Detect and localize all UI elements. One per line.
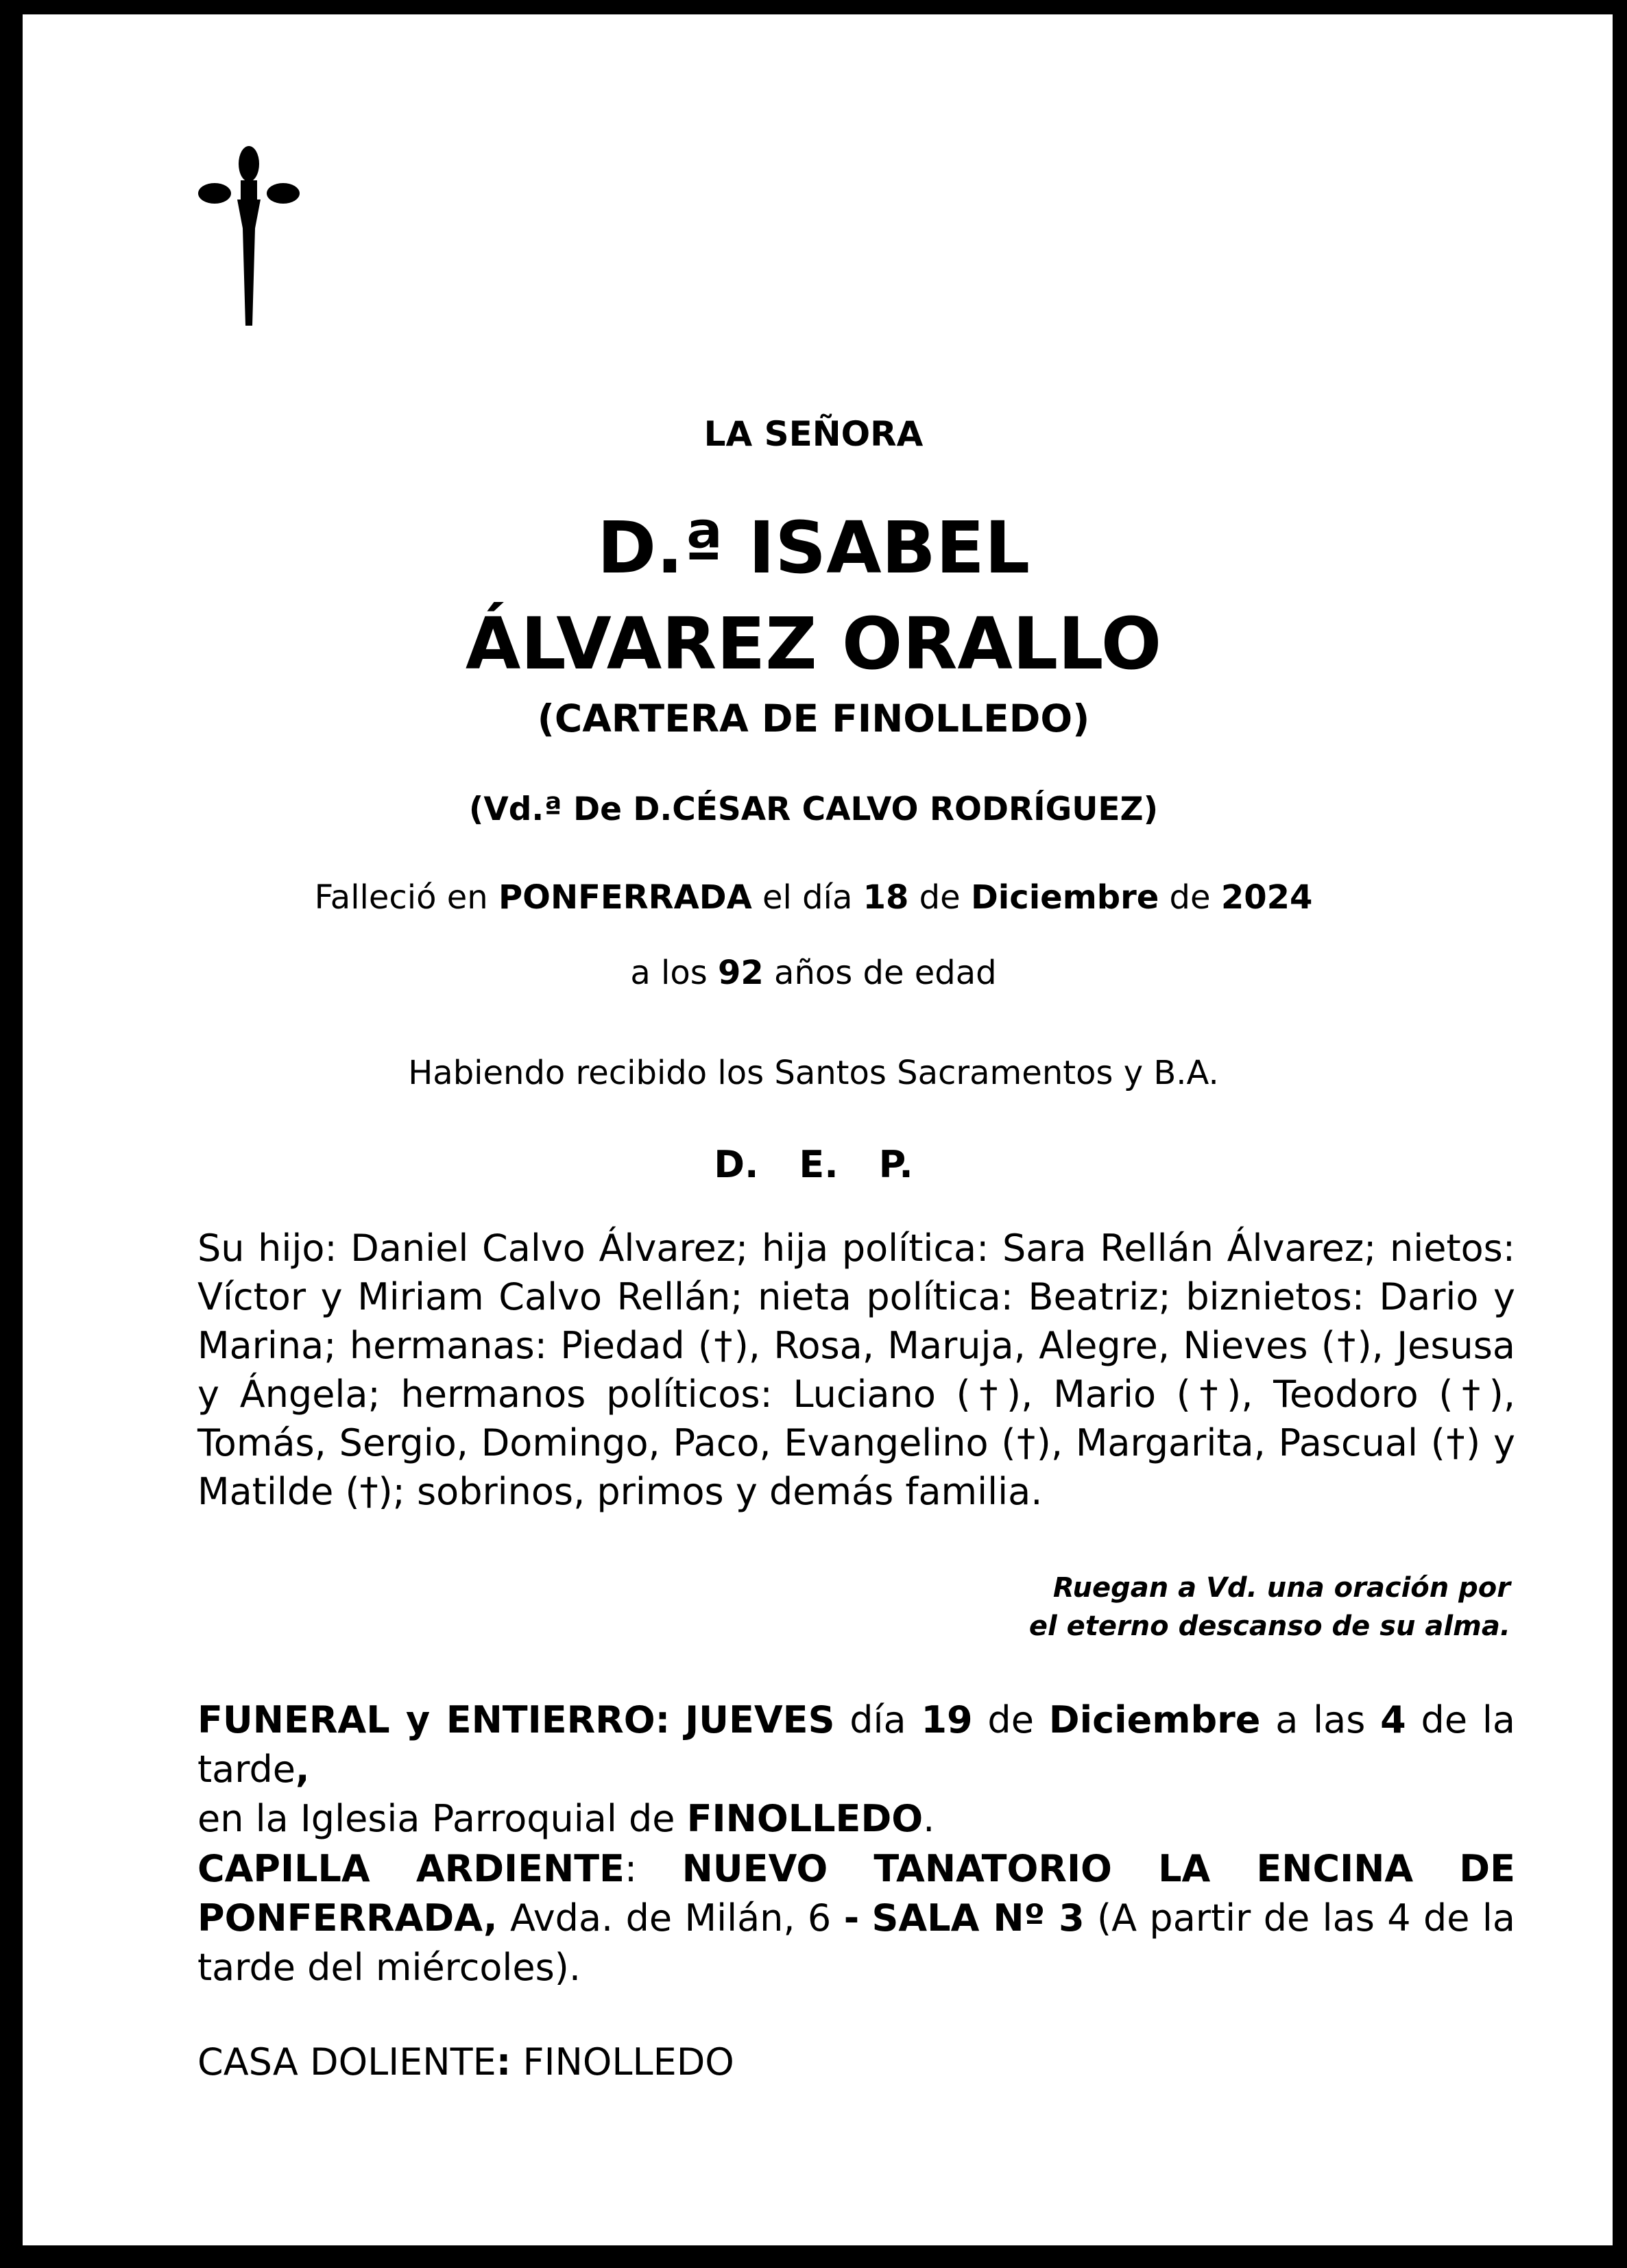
sacraments-line: Habiendo recibido los Santos Sacramentos y B.A. bbox=[408, 1054, 1219, 1092]
age-line: a los 92 años de edad bbox=[630, 954, 997, 992]
death-line: Falleció en PONFERRADA el día 18 de Diciembre de 2024 bbox=[314, 878, 1313, 917]
death-year: 2024 bbox=[1220, 878, 1313, 917]
funeral-paragraph: FUNERAL y ENTIERRO: JUEVES día 19 de Diciembre a las 4 de la tarde, en la Iglesia Parroquial de FINOLLEDO. bbox=[197, 1698, 1515, 1840]
funeral-label: FUNERAL y ENTIERRO: bbox=[197, 1698, 671, 1741]
deceased-nickname: (CARTERA DE FINOLLEDO) bbox=[537, 697, 1090, 740]
deceased-name-first: D.ª ISABEL bbox=[596, 506, 1031, 590]
cross-icon bbox=[197, 141, 300, 333]
capilla-paragraph: CAPILLA ARDIENTE: NUEVO TANATORIO LA ENCINA DE PONFERRADA, Avda. de Milán, 6 - SALA Nº 3 (A partir de las 4 de la tarde del miércoles). bbox=[197, 1847, 1516, 1989]
widow-of: (Vd.ª De D.CÉSAR CALVO RODRÍGUEZ) bbox=[468, 791, 1159, 828]
family-paragraph: Su hijo: Daniel Calvo Álvarez; hija política: Sara Rellán Álvarez; nietos: Víctor y Miriam Calvo Rellán; nieta política: Beatriz; biznietos: Dario y Marina; hermanas: Piedad (†), Rosa, Maruja, Alegre, Nieves (†), Jesusa y Ángela; hermanos políticos: Luciano (†), Mario (†), Teodoro (†), Tomás, Sergio, Domingo, Paco, Evangelino (†), Margarita, Pascual (†) y Matilde (†); sobrinos, primos y demás familia. bbox=[197, 1227, 1515, 1513]
capilla-place: NUEVO TANATORIO LA ENCINA DE PONFERRADA, bbox=[197, 1847, 1516, 1940]
deceased-name-surnames: ÁLVAREZ ORALLO bbox=[465, 602, 1162, 686]
death-month: Diciembre bbox=[970, 878, 1159, 917]
age-value: 92 bbox=[717, 954, 764, 992]
death-day: 18 bbox=[863, 878, 909, 917]
funeral-place: FINOLLEDO bbox=[686, 1797, 924, 1840]
prayer-request: Ruegan a Vd. una oración por el eterno descanso de su alma. bbox=[1028, 1572, 1510, 1642]
dep-line: D. E. P. bbox=[714, 1143, 913, 1186]
casa-doliente: CASA DOLIENTE: FINOLLEDO bbox=[197, 2040, 734, 2084]
capilla-label: CAPILLA ARDIENTE bbox=[197, 1847, 625, 1890]
title: LA SEÑORA bbox=[703, 414, 924, 454]
capilla-sala: SALA Nº 3 bbox=[871, 1896, 1085, 1940]
death-place: PONFERRADA bbox=[498, 878, 752, 917]
